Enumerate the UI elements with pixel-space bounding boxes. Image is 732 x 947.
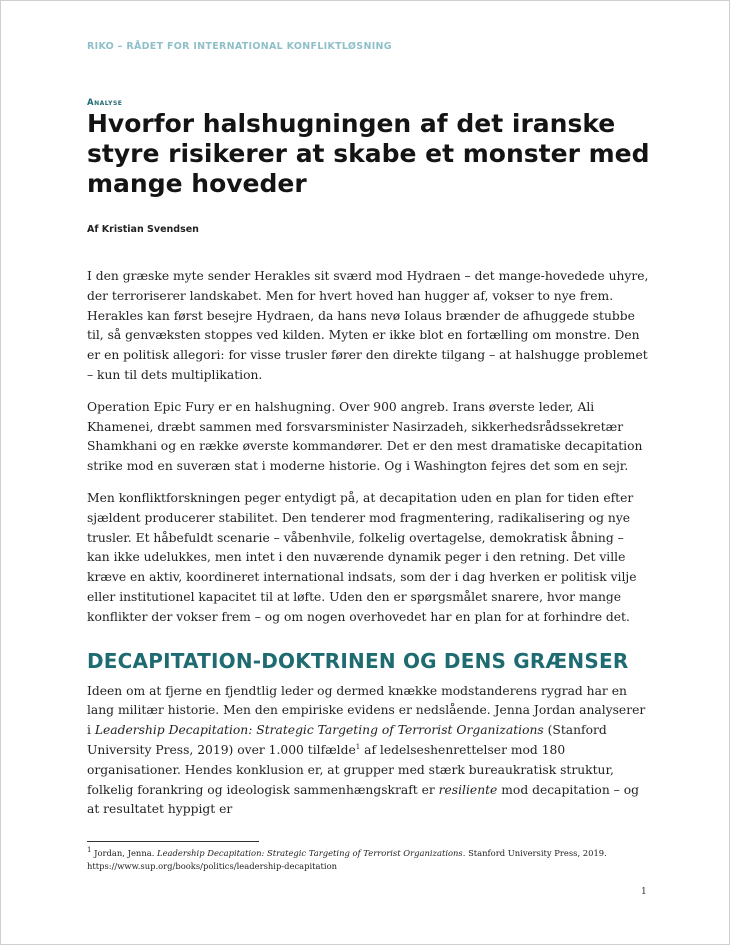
section-text: mod decapitation – og at resultatet hyppigt er: [87, 782, 639, 817]
footnote-marker: 1: [87, 846, 92, 855]
body-paragraph: Operation Epic Fury er en halshugning. Over 900 angreb. Irans øverste leder, Ali Khamenei, dræbt sammen med forsvarsminister Nasirzadeh, sikkerhedsrådssekretær Shamkhani og en række øverste kommandører. Det er den mest dramatiske decapitation strike mod en suveræn stat i moderne historie. Og i Washington fejres det som en sejr.: [87, 399, 643, 474]
footnote-divider: [87, 841, 259, 842]
footnote-reference[interactable]: 1: [355, 742, 361, 751]
body-paragraph: I den græske myte sender Herakles sit sværd mod Hydraen – det mange-hovedede uhyre, der terroriserer landskabet. Men for hvert hoved han hugger af, vokser to nye frem. Herakles kan først besejre Hydraen, da hans nevø Iolaus brænder de afhuggede stubbe til, så genvæksten stoppes ved kilden. Myten er ikke blot en fortælling om monstre. Den er en politisk allegori: for visse trusler fører den direkte tilgang – at halshugge problemet – kun til dets multiplikation.: [87, 269, 649, 382]
footnote-title: Leadership Decapitation: Strategic Targeting of Terrorist Organizations.: [157, 848, 466, 858]
running-header: RIKO – RÅDET FOR INTERNATIONAL KONFLIKTLØSNING: [87, 41, 392, 52]
footnote-author: Jordan, Jenna.: [91, 848, 158, 858]
article-byline: Af Kristian Svendsen: [87, 224, 199, 235]
section-text: (Stanford University Press, 2019) over 1.000 tilfælde: [87, 723, 607, 757]
article-body: [87, 267, 649, 832]
article-title: Hvorfor halshugningen af det iranske styre risikerer at skabe et monster med mange hoveder: [87, 109, 650, 198]
book-title: Leadership Decapitation: Strategic Targeting of Terrorist Organizations: [94, 723, 544, 738]
section-text: af ledelseshenrettelser mod 180 organisationer. Hendes konklusion er, at grupper med stærk bureaukratisk struktur, folkelig forankring og ideologisk sammenhængskraft er: [87, 742, 614, 797]
footnote-url[interactable]: https://www.sup.org/books/politics/leadership-decapitation: [87, 860, 338, 871]
page-number: 1: [641, 887, 647, 897]
footnote: [87, 847, 649, 872]
section-paragraph: [87, 682, 649, 821]
footnote-publisher: Stanford University Press, 2019.: [465, 848, 607, 858]
emphasis-text: resiliente: [438, 782, 498, 797]
section-heading: DECAPITATION-DOKTRINEN OG DENS GRÆNSER: [87, 648, 629, 673]
article-kicker: Analyse: [87, 98, 123, 108]
section-text: Ideen om at fjerne en fjendtlig leder og dermed knække modstanderens rygrad har en lang militær historie. Men den empiriske evidens er nedslående. Jenna Jordan analyserer i: [87, 683, 646, 738]
body-paragraph: Men konfliktforskningen peger entydigt på, at decapitation uden en plan for tiden efter sjældent producerer stabilitet. Den tenderer mod fragmentering, radikalisering og nye trusler. Et håbefuldt scenarie – våbenhvile, folkelig overtagelse, demokratisk åbning – kan ikke udelukkes, men intet i den nuværende dynamik peger i den retning. Det ville kræve en aktiv, koordineret international indsats, som der i dag hverken er politisk vilje eller institutionel kapacitet til at løfte. Uden den er spørgsmålet snarere, hvor mange konflikter der vokser frem – og om nogen overhovedet har en plan for at forhindre det.: [87, 490, 637, 624]
